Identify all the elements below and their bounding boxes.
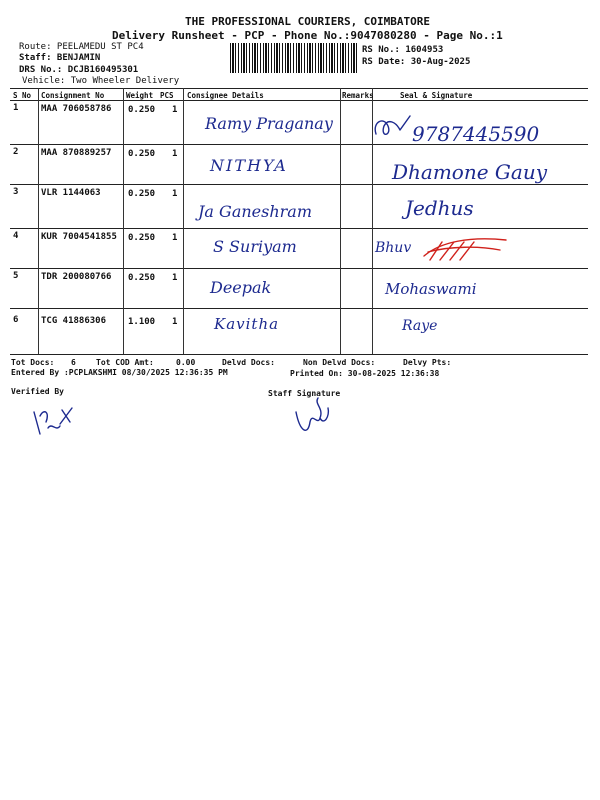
row-weight: 0.250 bbox=[128, 105, 156, 115]
row-pcs: 1 bbox=[172, 189, 178, 199]
route-label: Route: PEELAMEDU ST PC4 bbox=[19, 42, 144, 52]
col-header-seal-signature: Seal & Signature bbox=[400, 91, 473, 100]
consignee-handwriting: Deepak bbox=[210, 278, 272, 297]
document-subtitle: Delivery Runsheet - PCP - Phone No.:9047080280 - Page No.:1 bbox=[112, 29, 503, 42]
consignee-handwriting: Ja Ganeshram bbox=[198, 202, 313, 221]
row-consignment-no: KUR 7004541855 bbox=[41, 232, 117, 242]
delvd-docs-label: Delvd Docs: bbox=[222, 358, 275, 367]
delvy-pts-label: Delvy Pts: bbox=[403, 358, 452, 367]
col-header-remarks: Remarks bbox=[342, 91, 374, 100]
seal-handwriting: 9787445590 bbox=[412, 122, 540, 146]
seal-handwriting: Dhamone Gauy bbox=[392, 160, 547, 184]
row-divider bbox=[10, 184, 588, 185]
col-header-weight: Weight bbox=[126, 91, 154, 100]
row-sno: 4 bbox=[13, 231, 19, 241]
seal-handwriting: Mohaswami bbox=[385, 280, 477, 298]
row-divider bbox=[10, 308, 588, 309]
row-weight: 0.250 bbox=[128, 273, 156, 283]
row-sno: 3 bbox=[13, 187, 19, 197]
seal-handwriting: Raye bbox=[402, 318, 438, 334]
row-weight: 1.100 bbox=[128, 317, 156, 327]
seal-handwriting: Jedhus bbox=[405, 196, 474, 220]
tot-docs-label: Tot Docs: bbox=[11, 358, 55, 367]
col-header-sno: S No bbox=[13, 91, 32, 100]
tot-docs-value: 6 bbox=[71, 358, 76, 367]
row-consignment-no: MAA 870889257 bbox=[41, 148, 112, 158]
barcode bbox=[230, 43, 358, 73]
col-header-consignment: Consignment No bbox=[41, 91, 105, 100]
rs-number: RS No.: 1604953 bbox=[362, 45, 444, 55]
printed-on: Printed On: 30-08-2025 12:36:38 bbox=[290, 369, 440, 378]
non-delvd-docs-label: Non Delvd Docs: bbox=[303, 358, 376, 367]
staff-signature-scribble bbox=[290, 392, 340, 438]
row-divider bbox=[10, 228, 588, 229]
row-pcs: 1 bbox=[172, 273, 178, 283]
row-sno: 5 bbox=[13, 271, 19, 281]
consignee-handwriting: S Suriyam bbox=[213, 237, 297, 256]
tot-cod-label: Tot COD Amt: bbox=[96, 358, 154, 367]
tot-cod-value: 0.00 bbox=[176, 358, 196, 367]
col-divider bbox=[123, 88, 124, 354]
row-consignment-no: MAA 706058786 bbox=[41, 104, 112, 114]
row-pcs: 1 bbox=[172, 233, 178, 243]
drs-number: DRS No.: DCJB160495301 bbox=[19, 65, 139, 75]
document-title: THE PROFESSIONAL COURIERS, COIMBATORE bbox=[185, 15, 431, 28]
row-weight: 0.250 bbox=[128, 149, 156, 159]
row-weight: 0.250 bbox=[128, 233, 156, 243]
staff-label: Staff: BENJAMIN bbox=[19, 53, 101, 63]
red-strike-scribble bbox=[420, 232, 510, 266]
consignee-handwriting: Kavitha bbox=[214, 315, 280, 333]
entered-by: Entered By :PCPLAKSHMI 08/30/2025 12:36:35 PM bbox=[11, 368, 228, 377]
col-divider bbox=[183, 88, 184, 354]
row-sno: 1 bbox=[13, 103, 19, 113]
consignee-handwriting: NITHYA bbox=[210, 156, 288, 175]
row-sno: 2 bbox=[13, 147, 19, 157]
vehicle-label: Vehicle: Two Wheeler Delivery bbox=[22, 76, 180, 86]
consignee-handwriting: Ramy Praganay bbox=[205, 114, 333, 133]
row-consignment-no: TCG 41886306 bbox=[41, 316, 107, 326]
row-divider bbox=[10, 268, 588, 269]
row-consignment-no: TDR 200080766 bbox=[41, 272, 112, 282]
row-weight: 0.250 bbox=[128, 189, 156, 199]
col-divider bbox=[38, 88, 39, 354]
row-pcs: 1 bbox=[172, 105, 178, 115]
row-pcs: 1 bbox=[172, 149, 178, 159]
col-header-pcs: PCS bbox=[160, 91, 174, 100]
staff-signature-label: Staff Signature bbox=[268, 389, 341, 398]
verified-signature-scribble bbox=[30, 402, 80, 442]
seal-handwriting: Bhuv bbox=[375, 240, 412, 256]
col-header-consignee: Consignee Details bbox=[187, 91, 264, 100]
table-bottom-rule bbox=[10, 354, 588, 355]
row-sno: 6 bbox=[13, 315, 19, 325]
header-bottom-rule bbox=[10, 100, 588, 101]
signature-scribble bbox=[370, 112, 420, 142]
rs-date: RS Date: 30-Aug-2025 bbox=[362, 57, 471, 67]
row-consignment-no: VLR 1144063 bbox=[41, 188, 101, 198]
verified-by-label: Verified By bbox=[11, 387, 64, 396]
row-pcs: 1 bbox=[172, 317, 178, 327]
table-top-rule bbox=[10, 88, 588, 89]
col-divider bbox=[340, 88, 341, 354]
